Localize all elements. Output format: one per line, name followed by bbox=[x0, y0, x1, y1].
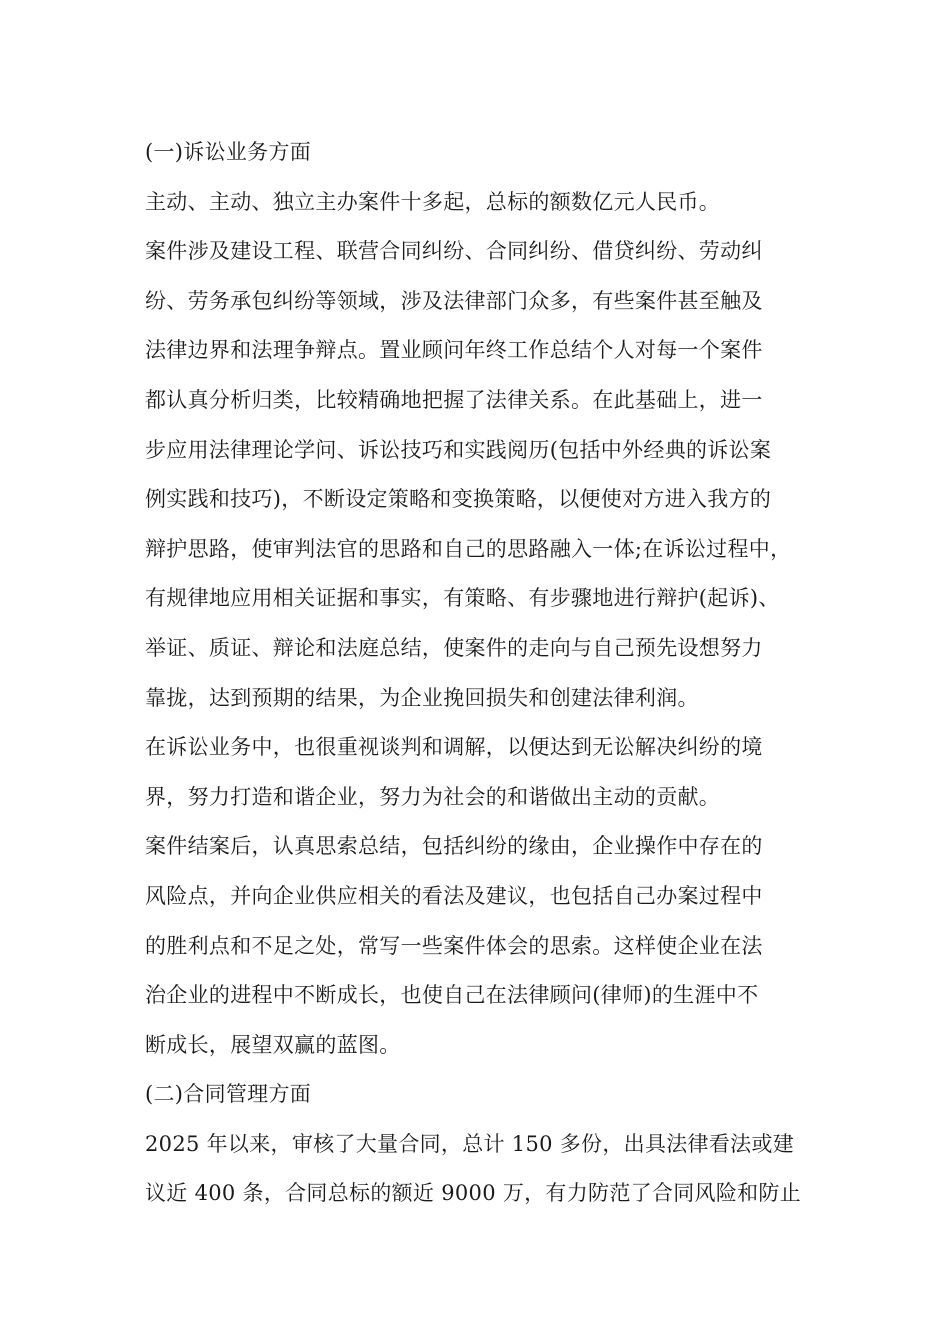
paragraph-line: 例实践和技巧)，不断设定策略和变换策略，以便使对方进入我方的 bbox=[145, 487, 772, 512]
paragraph-line: 2025 年以来，审核了大量合同，总计 150 多份，出具法律看法或建 bbox=[145, 1131, 795, 1156]
paragraph-line: 辩护思路，使审判法官的思路和自己的思路融入一体;在诉讼过程中， bbox=[145, 536, 792, 561]
paragraph-line: 治企业的进程中不断成长，也使自己在法律顾问(律师)的生涯中不 bbox=[145, 983, 759, 1008]
section-heading-contract: (二)合同管理方面 bbox=[145, 1082, 312, 1107]
paragraph-line: 界，努力打造和谐企业，努力为社会的和谐做出主动的贡献。 bbox=[145, 784, 721, 809]
section-heading-litigation: (一)诉讼业务方面 bbox=[145, 140, 312, 164]
paragraph-line: 的胜利点和不足之处，常写一些案件体会的思索。这样使企业在法 bbox=[145, 933, 763, 958]
paragraph-line: 举证、质证、辩论和法庭总结，使案件的走向与自己预先设想努力 bbox=[145, 635, 763, 660]
paragraph-line: 纷、劳务承包纠纷等领域，涉及法律部门众多，有些案件甚至触及 bbox=[145, 288, 763, 313]
paragraph-line: 都认真分析归类，比较精确地把握了法律关系。在此基础上，进一 bbox=[145, 387, 763, 412]
paragraph-line: 风险点，并向企业供应相关的看法及建议，也包括自己办案过程中 bbox=[145, 883, 763, 908]
paragraph-line: 有规律地应用相关证据和事实，有策略、有步骤地进行辩护(起诉)、 bbox=[145, 586, 780, 611]
paragraph-line: 案件涉及建设工程、联营合同纠纷、合同纠纷、借贷纠纷、劳动纠 bbox=[145, 239, 763, 264]
paragraph-line: 议近 400 条，合同总标的额近 9000 万，有力防范了合同风险和防止 bbox=[145, 1181, 802, 1206]
paragraph-line: 法律边界和法理争辩点。置业顾问年终工作总结个人对每一个案件 bbox=[145, 338, 763, 363]
paragraph-line: 靠拢，达到预期的结果，为企业挽回损失和创建法律利润。 bbox=[145, 685, 699, 710]
paragraph-line: 案件结案后，认真思索总结，包括纠纷的缘由，企业操作中存在的 bbox=[145, 834, 763, 859]
document-body bbox=[145, 128, 825, 1219]
paragraph-line: 主动、主动、独立主办案件十多起，总标的额数亿元人民币。 bbox=[145, 189, 721, 214]
paragraph-line: 在诉讼业务中，也很重视谈判和调解，以便达到无讼解决纠纷的境 bbox=[145, 735, 763, 760]
paragraph-line: 步应用法律理论学问、诉讼技巧和实践阅历(包括中外经典的诉讼案 bbox=[145, 437, 772, 462]
paragraph-line: 断成长，展望双赢的蓝图。 bbox=[145, 1032, 401, 1057]
